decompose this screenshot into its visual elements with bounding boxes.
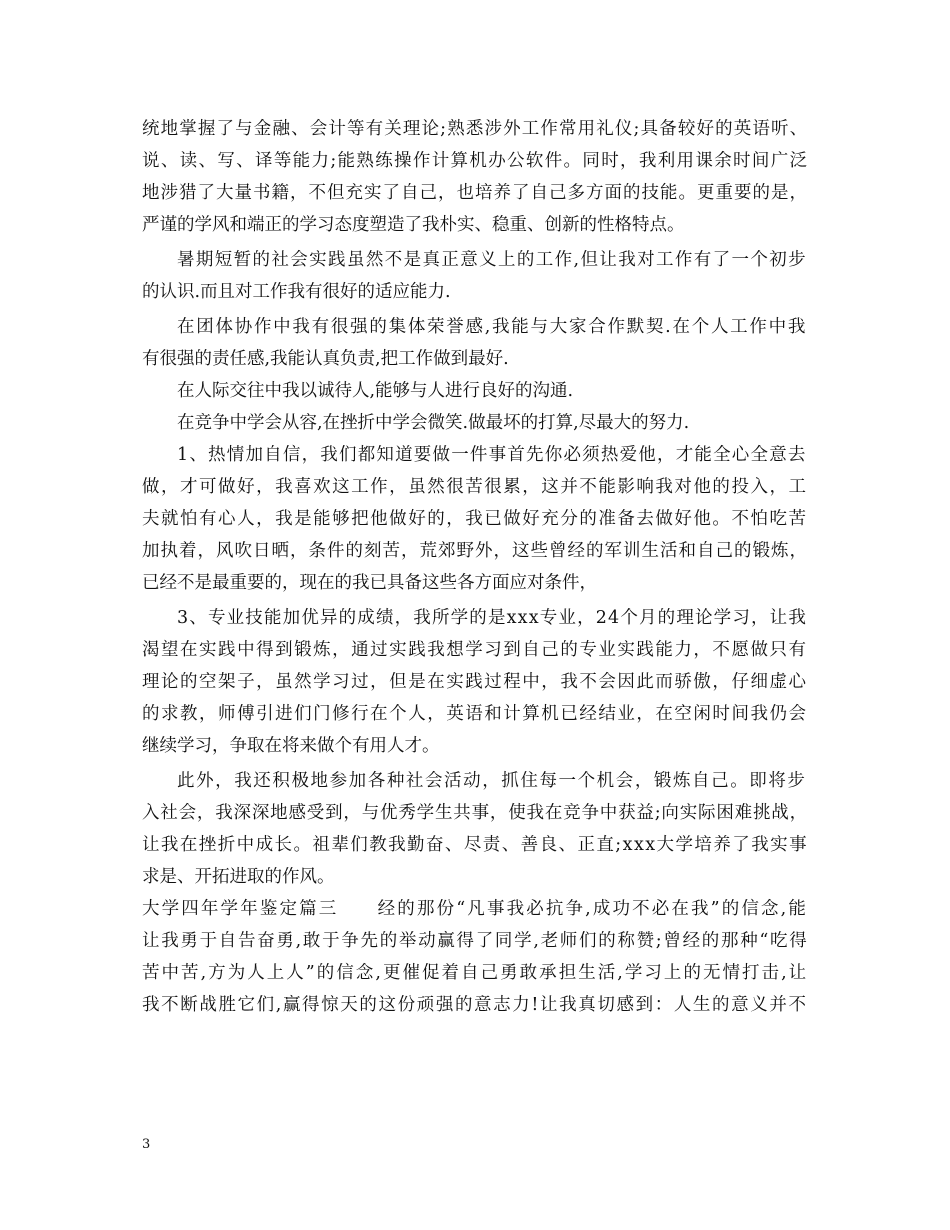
text-line: 地涉猎了大量书籍，不但充实了自己，也培养了自己多方面的技能。更重要的是， (142, 183, 808, 203)
text-line: 做，才可做好，我喜欢这工作，虽然很苦很累，这并不能影响我对他的投入，工 (142, 477, 808, 497)
text-line: 在团体协作中我有很强的集体荣誉感,我能与大家合作默契.在个人工作中我 (177, 317, 808, 337)
page-number: 3 (142, 1137, 151, 1152)
text-line: 1、热情加自信，我们都知道要做一件事首先你必须热爱他，才能全心全意去 (177, 445, 807, 465)
text-line: 严谨的学风和端正的学习态度塑造了我朴实、稳重、创新的性格特点。 (142, 215, 685, 235)
text-line: 我不断战胜它们,赢得惊天的这份顽强的意志力!让我真切感到：人生的意义并不 (142, 995, 808, 1015)
text-line: 的认识.而且对工作我有很好的适应能力. (142, 282, 451, 302)
text-line: 继续学习，争取在将来做个有用人才。 (142, 736, 440, 756)
text-line: 求是、开拓进取的作风。 (142, 867, 335, 887)
text-line: 统地掌握了与金融、会计等有关理论;熟悉涉外工作常用礼仪;具备较好的英语听、 (142, 119, 809, 139)
text-line: 已经不是最重要的，现在的我已具备这些各方面应对条件， (142, 573, 597, 593)
text-line: 有很强的责任感,我能认真负责,把工作做到最好. (142, 349, 509, 369)
text-line: 苦中苦,方为人上人”的信念,更催促着自己勇敢承担生活,学习上的无情打击,让 (142, 963, 809, 983)
text-line: 渴望在实践中得到锻炼，通过实践我想学习到自己的专业实践能力，不愿做只有 (142, 640, 808, 660)
text-line: 的求教，师傅引进们门修行在个人，英语和计算机已经结业，在空闲时间我仍会 (142, 704, 808, 724)
text-line: 加执着，风吹日晒，条件的刻苦，荒郊野外，这些曾经的军训生活和自己的锻炼， (142, 541, 808, 561)
text-line: 大学四年学年鉴定篇三 经的那份“凡事我必抗争,成功不必在我”的信念,能 (142, 899, 809, 919)
text-line: 在人际交往中我以诚待人,能够与人进行良好的沟通. (177, 381, 574, 401)
text-line: 说、读、写、译等能力;能熟练操作计算机办公软件。同时，我利用课余时间广泛 (142, 151, 809, 171)
text-line: 此外，我还积极地参加各种社会活动，抓住每一个机会，锻炼自己。即将步 (177, 771, 807, 791)
text-line: 让我勇于自告奋勇,敢于争先的举动赢得了同学,老师们的称赞;曾经的那种“吃得 (142, 931, 809, 951)
text-line: 理论的空架子，虽然学习过，但是在实践过程中，我不会因此而骄傲，仔细虚心 (142, 672, 808, 692)
text-line: 让我在挫折中成长。祖辈们教我勤奋、尽责、善良、正直;xxx大学培养了我实事 (142, 835, 809, 855)
text-line: 3、专业技能加优异的成绩，我所学的是xxx专业，24个月的理论学习，让我 (177, 608, 808, 628)
text-line: 暑期短暂的社会实践虽然不是真正意义上的工作,但让我对工作有了一个初步 (177, 250, 808, 270)
text-line: 夫就怕有心人，我是能够把他做好的，我已做好充分的准备去做好他。不怕吃苦 (142, 509, 808, 529)
text-line: 在竞争中学会从容,在挫折中学会微笑.做最坏的打算,尽最大的努力. (177, 413, 690, 433)
text-line: 入社会，我深深地感受到，与优秀学生共事，使我在竞争中获益;向实际困难挑战， (142, 803, 808, 823)
